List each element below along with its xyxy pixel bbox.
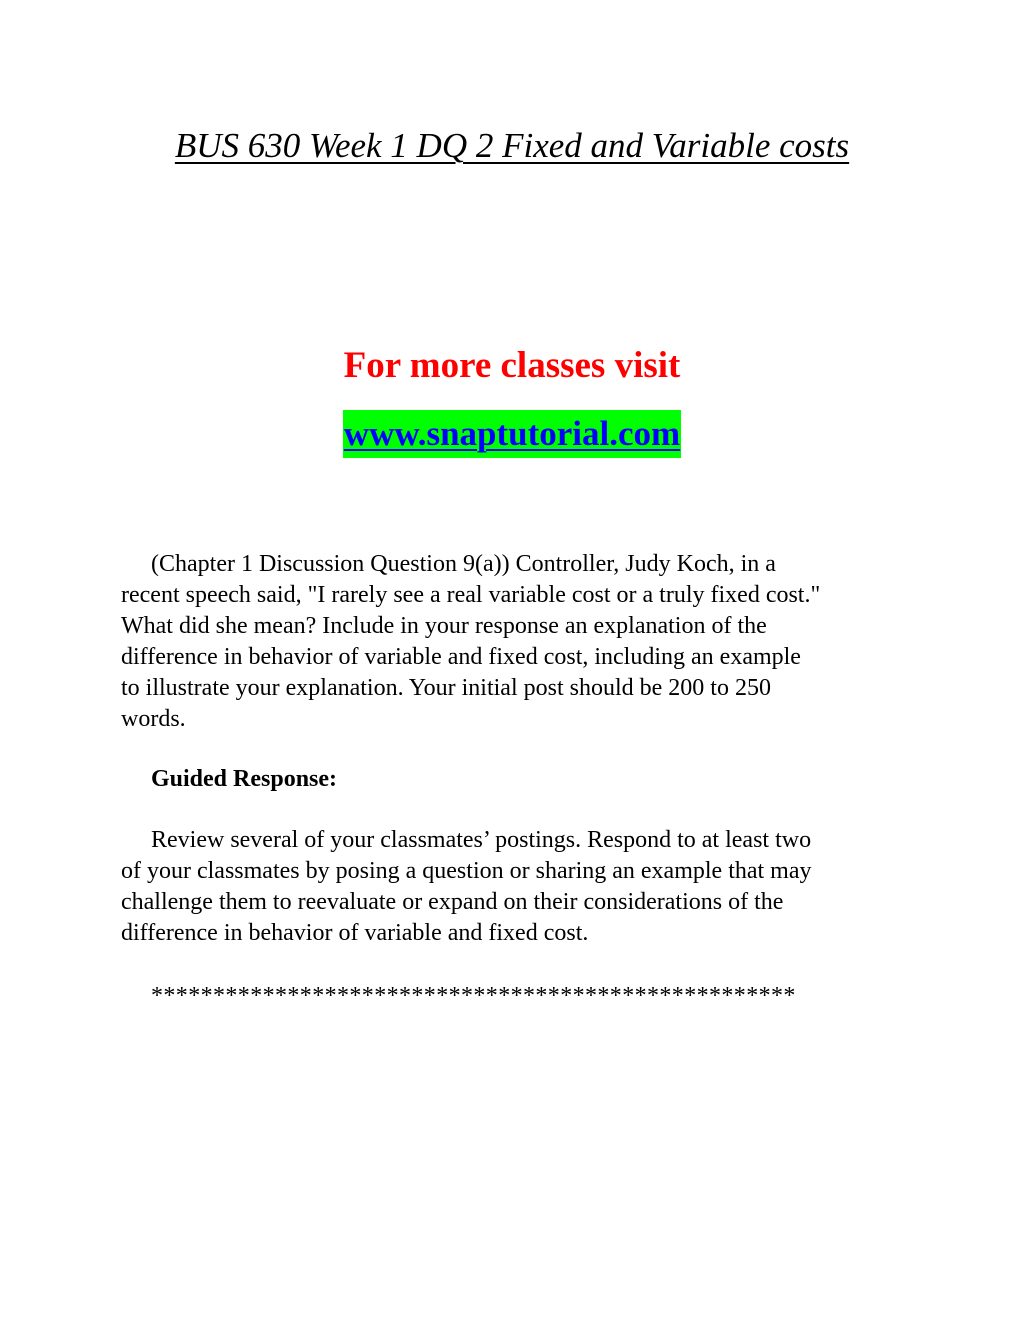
guided-line: Review several of your classmates’ postings. Respond to at least two xyxy=(151,827,812,853)
promo-heading: For more classes visit xyxy=(343,345,681,386)
guided-line: difference in behavior of variable and fixed cost. xyxy=(121,920,589,946)
question-line: recent speech said, "I rarely see a real variable cost or a truly fixed cost." xyxy=(121,582,821,608)
question-line: words. xyxy=(121,706,186,732)
discussion-question xyxy=(121,549,911,735)
separator-line: **************************************************** xyxy=(151,983,796,1009)
guided-response-text xyxy=(121,825,911,949)
snaptutorial-link[interactable]: www.snaptutorial.com xyxy=(343,410,681,458)
promo-link-container xyxy=(0,410,1024,458)
question-line: difference in behavior of variable and fixed cost, including an example xyxy=(121,644,801,670)
guided-line: of your classmates by posing a question or sharing an example that may xyxy=(121,858,812,884)
question-line: (Chapter 1 Discussion Question 9(a)) Controller, Judy Koch, in a xyxy=(151,551,776,577)
document-title xyxy=(0,124,1024,168)
guided-response-heading: Guided Response: xyxy=(151,766,338,792)
guided-line: challenge them to reevaluate or expand on their considerations of the xyxy=(121,889,784,915)
document-title-text: BUS 630 Week 1 DQ 2 Fixed and Variable costs xyxy=(174,126,850,165)
question-line: What did she mean? Include in your response an explanation of the xyxy=(121,613,767,639)
question-line: to illustrate your explanation. Your initial post should be 200 to 250 xyxy=(121,675,771,701)
